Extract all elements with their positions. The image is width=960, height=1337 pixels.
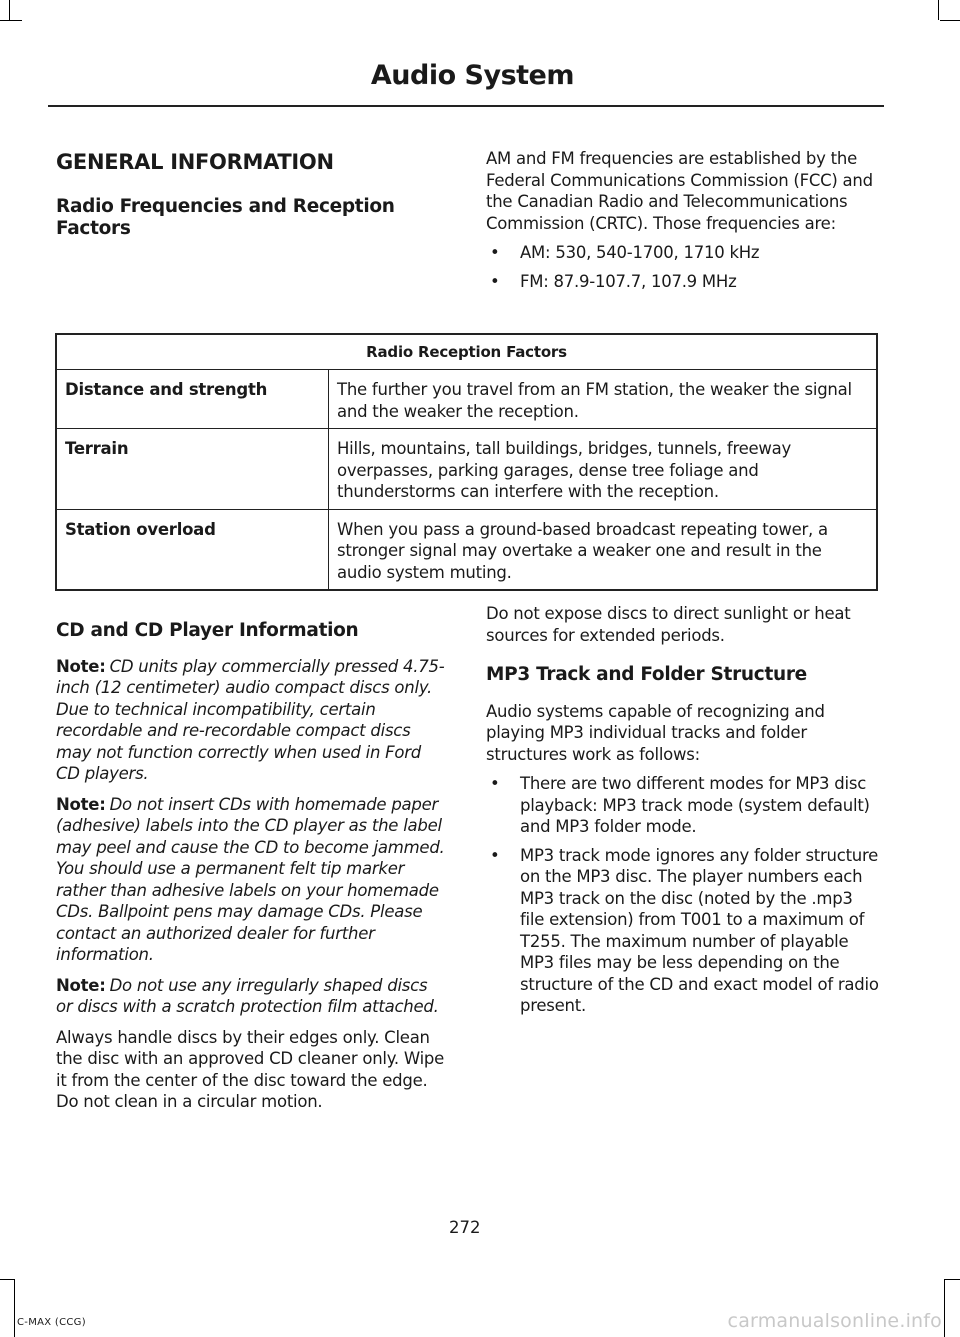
radio-reception-table (55, 333, 878, 591)
bullet-icon: • (490, 845, 500, 865)
table-row-text: When you pass a ground-based broadcast repeating tower, a stronger signal may overtake a weaker one and result in the audio system muting. (329, 509, 878, 590)
frequencies-intro: AM and FM frequencies are established by the Federal Communications Commission (FCC) and the Canadian Radio and Telecommunications Commission (CRTC). Those frequencies are: (486, 149, 873, 233)
watermark: carmanualsonline.info (727, 1310, 942, 1332)
subsection-heading: CD and CD Player Information (56, 620, 359, 641)
table-title: Radio Reception Factors (56, 334, 877, 370)
bullet-icon: • (490, 774, 500, 794)
table-header-row (56, 334, 877, 370)
frequency-list (486, 242, 881, 292)
note-text: CD units play commercially pressed 4.75-inch (12 centimeter) audio compact discs only. Due to technical incompatibility, certain recordable and re-recordable compact discs may not function correctly when used in Ford CD players. (56, 656, 445, 784)
section-heading: GENERAL INFORMATION (56, 150, 334, 174)
mp3-list (486, 773, 881, 1017)
table-row-label: Station overload (56, 509, 329, 590)
crop-mark (0, 1279, 14, 1280)
cd-section (56, 620, 448, 1113)
sunlight-paragraph: Do not expose discs to direct sunlight or heat sources for extended periods. (486, 604, 851, 645)
bullet-icon: • (490, 243, 500, 262)
mp3-section (486, 603, 881, 1017)
header-divider (48, 105, 884, 107)
frequencies-section (486, 148, 881, 292)
crop-mark (938, 0, 939, 20)
table-row (56, 370, 877, 429)
crop-mark (944, 1279, 960, 1280)
crop-mark (0, 20, 22, 21)
disc-handling-paragraph: Always handle discs by their edges only. Clean the disc with an approved CD cleaner only. Wipe it from the center of the disc toward the edge. Do not clean in a circular motion. (56, 1027, 445, 1112)
crop-mark (940, 20, 960, 21)
table-row (56, 509, 877, 590)
table-row-text: The further you travel from an FM station, the weaker the signal and the weaker the reception. (329, 370, 878, 429)
list-item (486, 845, 881, 1017)
page-title: Audio System (370, 60, 574, 91)
list-item-text: FM: 87.9-107.7, 107.9 MHz (520, 271, 737, 291)
footer-model: C-MAX (CCG) (17, 1317, 86, 1328)
crop-mark (14, 1279, 15, 1337)
subsection-heading: Radio Frequencies and Reception Factors (56, 196, 395, 239)
list-item (486, 773, 881, 838)
note-label: Note: (56, 656, 106, 676)
note-paragraph (56, 975, 448, 1018)
table-row (56, 429, 877, 510)
note-label: Note: (56, 794, 106, 814)
table-row-label: Distance and strength (56, 370, 329, 429)
page-number: 272 (449, 1218, 481, 1237)
list-item (486, 271, 881, 293)
mp3-intro: Audio systems capable of recognizing and playing MP3 individual tracks and folder structures work as follows: (486, 701, 825, 764)
note-label: Note: (56, 975, 106, 995)
note-paragraph (56, 656, 448, 785)
table-row-label: Terrain (56, 429, 329, 510)
crop-mark (944, 1279, 945, 1337)
general-info-section (56, 150, 448, 240)
list-item-text: There are two different modes for MP3 disc playback: MP3 track mode (system default) and MP3 folder mode. (520, 774, 870, 837)
crop-mark (9, 0, 10, 20)
bullet-icon: • (490, 271, 500, 291)
note-paragraph (56, 794, 448, 966)
list-item-text: AM: 530, 540-1700, 1710 kHz (520, 243, 760, 262)
list-item-text: MP3 track mode ignores any folder structure on the MP3 disc. The player numbers each MP3 track on the disc (noted by the .mp3 file extension) from T001 to a maximum of T255. The maximum number of playable MP3 files may be less depending on the structure of the CD and exact model of radio present. (520, 845, 879, 1016)
list-item (486, 242, 881, 264)
subsection-heading: MP3 Track and Folder Structure (486, 664, 807, 685)
note-text: Do not insert CDs with homemade paper (adhesive) labels into the CD player as the label may peel and cause the CD to become jammed. You should use a permanent felt tip marker rather than adhesive labels on your homemade CDs. Ballpoint pens may damage CDs. Please contact an authorized dealer for further information. (56, 794, 445, 965)
table-row-text: Hills, mountains, tall buildings, bridges, tunnels, freeway overpasses, parking garages, dense tree foliage and thunderstorms can interfere with the reception. (329, 429, 878, 510)
note-text: Do not use any irregularly shaped discs or discs with a scratch protection film attached. (56, 975, 439, 1017)
